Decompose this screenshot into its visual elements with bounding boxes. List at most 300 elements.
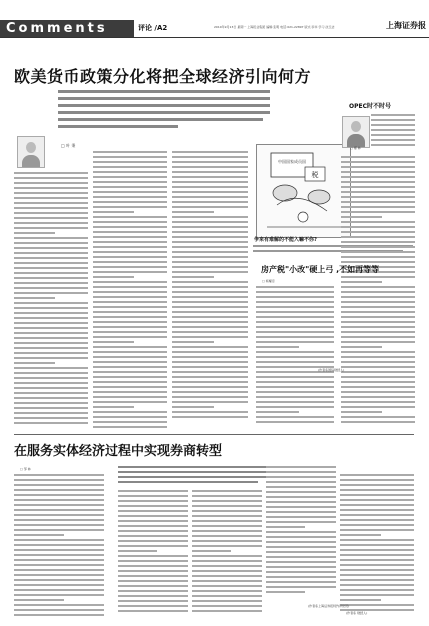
bottom-column-1 — [14, 474, 104, 619]
text-line — [172, 361, 248, 363]
text-line — [14, 584, 104, 586]
text-line — [118, 515, 188, 517]
text-line — [172, 186, 248, 188]
text-line — [266, 536, 336, 538]
text-line — [14, 172, 88, 174]
text-line — [192, 570, 262, 572]
text-line — [14, 574, 104, 576]
text-line — [172, 416, 248, 418]
text-line — [14, 332, 88, 334]
section-divider — [14, 434, 414, 435]
text-line — [340, 594, 414, 596]
text-line — [341, 191, 415, 193]
text-line — [14, 499, 104, 501]
text-line — [341, 291, 415, 293]
text-line — [192, 510, 262, 512]
text-line — [93, 361, 167, 363]
text-line — [93, 226, 167, 228]
text-line — [340, 484, 414, 486]
text-line — [93, 231, 167, 233]
text-line — [340, 554, 414, 556]
text-line — [93, 271, 167, 273]
text-line — [93, 281, 167, 283]
text-line — [340, 524, 414, 526]
text-line — [172, 156, 248, 158]
text-line — [192, 580, 262, 582]
lead-headline: 欧美货币政策分化将把全球经济引向何方 — [14, 67, 312, 86]
text-line — [118, 495, 188, 497]
text-line — [340, 549, 414, 551]
text-line — [192, 585, 262, 587]
text-line — [93, 261, 167, 263]
text-line — [93, 371, 167, 373]
text-line — [192, 595, 262, 597]
text-line — [93, 346, 167, 348]
text-line — [340, 509, 414, 511]
text-line — [192, 505, 262, 507]
text-line — [256, 306, 334, 308]
text-line — [93, 236, 167, 238]
text-line — [14, 529, 104, 531]
text-line — [93, 221, 167, 223]
text-line — [93, 196, 167, 198]
text-line — [14, 524, 104, 526]
text-line — [172, 286, 248, 288]
text-line — [93, 296, 167, 298]
text-line — [192, 495, 262, 497]
text-line — [172, 281, 248, 283]
text-line — [14, 579, 104, 581]
text-line — [371, 124, 415, 126]
text-line — [118, 545, 188, 547]
text-line — [172, 336, 248, 338]
text-line — [172, 296, 248, 298]
text-line — [14, 604, 104, 606]
text-line — [14, 292, 88, 294]
text-line — [256, 411, 299, 413]
text-line — [192, 525, 262, 527]
text-line — [172, 311, 248, 313]
text-line — [266, 466, 336, 468]
text-line — [172, 231, 248, 233]
text-line — [341, 371, 415, 373]
text-line — [256, 356, 334, 358]
text-line — [172, 246, 248, 248]
text-line — [341, 321, 415, 323]
text-line — [14, 514, 104, 516]
text-line — [192, 490, 262, 492]
text-line — [14, 262, 88, 264]
text-line — [341, 241, 415, 243]
text-line — [118, 610, 188, 612]
text-line — [14, 589, 104, 591]
text-line — [256, 361, 334, 363]
text-line — [172, 251, 248, 253]
text-line — [192, 605, 262, 607]
text-line — [14, 277, 88, 279]
text-line — [341, 331, 415, 333]
text-line — [14, 202, 88, 204]
text-line — [14, 519, 104, 521]
text-line — [93, 321, 167, 323]
text-line — [93, 266, 167, 268]
text-line — [341, 216, 382, 218]
text-line — [172, 411, 248, 413]
text-line — [14, 182, 88, 184]
text-line — [256, 406, 334, 408]
text-line — [341, 336, 415, 338]
text-line — [340, 479, 414, 481]
text-line — [14, 569, 104, 571]
lead-column-2 — [93, 151, 167, 431]
text-line — [341, 341, 415, 343]
text-line — [14, 222, 88, 224]
text-line — [266, 586, 336, 588]
bottom-author: □ 邹 林 — [20, 467, 31, 471]
text-line — [341, 161, 415, 163]
text-line — [340, 599, 381, 601]
text-line — [14, 232, 55, 234]
text-line — [93, 406, 134, 408]
text-line — [93, 316, 167, 318]
text-line — [172, 406, 214, 408]
text-line — [14, 197, 88, 199]
text-line — [341, 211, 415, 213]
text-line — [14, 387, 88, 389]
text-line — [172, 166, 248, 168]
text-line — [341, 406, 415, 408]
text-line — [256, 391, 334, 393]
text-line — [93, 421, 167, 423]
text-line — [340, 514, 414, 516]
text-line — [256, 336, 334, 338]
text-line — [266, 541, 336, 543]
text-line — [93, 326, 167, 328]
bottom-endnote-2: (作者系 财经人) — [346, 611, 368, 615]
text-line — [118, 565, 188, 567]
text-line — [266, 471, 336, 473]
text-line — [93, 156, 167, 158]
text-line — [172, 326, 248, 328]
text-line — [14, 227, 88, 229]
text-line — [341, 421, 415, 423]
text-line — [256, 326, 334, 328]
text-line — [341, 316, 415, 318]
text-line — [341, 306, 415, 308]
sidebar-title: OPEC时不时号 — [349, 103, 392, 110]
text-line — [93, 311, 167, 313]
text-line — [371, 129, 415, 131]
text-line — [14, 402, 88, 404]
text-line — [172, 331, 248, 333]
text-line — [192, 520, 262, 522]
text-line — [340, 574, 414, 576]
cartoon-drawing — [257, 145, 350, 237]
text-line — [192, 565, 262, 567]
text-line — [341, 236, 415, 238]
text-line — [14, 549, 104, 551]
text-line — [266, 491, 336, 493]
text-line — [118, 505, 188, 507]
text-line — [371, 134, 415, 136]
text-line — [341, 181, 415, 183]
text-line — [14, 252, 88, 254]
text-line — [172, 216, 248, 218]
text-line — [93, 386, 167, 388]
text-line — [340, 534, 381, 536]
text-line — [340, 539, 414, 541]
cartoon-caption: 争来有难解的不能入嘛不你? — [254, 237, 317, 243]
text-line — [14, 594, 104, 596]
text-line — [172, 236, 248, 238]
text-line — [172, 381, 248, 383]
text-line — [192, 500, 262, 502]
text-line — [93, 211, 134, 213]
text-line — [14, 337, 88, 339]
text-line — [93, 166, 167, 168]
text-line — [341, 176, 415, 178]
text-line — [172, 346, 248, 348]
text-line — [256, 376, 334, 378]
text-line — [93, 186, 167, 188]
text-line — [172, 241, 248, 243]
text-line — [14, 362, 55, 364]
text-line — [118, 575, 188, 577]
text-line — [340, 584, 414, 586]
text-line — [14, 212, 88, 214]
text-line — [341, 391, 415, 393]
text-line — [14, 247, 88, 249]
text-line — [256, 296, 334, 298]
text-line — [93, 426, 167, 428]
text-line — [14, 397, 88, 399]
text-line — [118, 525, 188, 527]
text-line — [93, 176, 167, 178]
text-line — [340, 489, 414, 491]
text-line — [172, 261, 248, 263]
text-line — [14, 317, 88, 319]
text-line — [93, 246, 167, 248]
text-line — [341, 311, 415, 313]
text-line — [93, 331, 167, 333]
text-line — [172, 351, 248, 353]
text-line — [341, 186, 415, 188]
text-line — [14, 504, 104, 506]
text-line — [172, 181, 248, 183]
text-line — [340, 559, 414, 561]
text-line — [93, 396, 167, 398]
text-line — [256, 316, 334, 318]
text-line — [192, 545, 262, 547]
text-line — [341, 286, 415, 288]
text-line — [341, 416, 415, 418]
editorial-cartoon — [256, 144, 351, 238]
text-line — [266, 531, 336, 533]
text-line — [172, 191, 248, 193]
text-line — [341, 221, 415, 223]
text-line — [266, 561, 336, 563]
text-line — [172, 171, 248, 173]
text-line — [14, 417, 88, 419]
text-line — [340, 519, 414, 521]
text-line — [192, 540, 262, 542]
text-line — [93, 201, 167, 203]
text-line — [118, 500, 188, 502]
text-line — [14, 407, 88, 409]
text-line — [118, 605, 188, 607]
text-line — [341, 246, 415, 248]
text-line — [341, 411, 382, 413]
text-line — [14, 322, 88, 324]
text-line — [341, 296, 415, 298]
text-line — [14, 564, 104, 566]
text-line — [172, 256, 248, 258]
text-line — [93, 181, 167, 183]
text-line — [256, 291, 334, 293]
lead-author: □ 叶 秉 — [61, 143, 76, 148]
text-line — [118, 535, 188, 537]
text-line — [14, 377, 88, 379]
text-line — [14, 302, 88, 304]
page-header — [0, 0, 429, 40]
text-line — [341, 396, 415, 398]
text-line — [93, 376, 167, 378]
text-line — [172, 266, 248, 268]
text-line — [172, 401, 248, 403]
text-line — [371, 114, 415, 116]
text-line — [14, 272, 88, 274]
text-line — [93, 251, 167, 253]
masthead-logo: 上海证券报 — [386, 20, 426, 30]
text-line — [172, 226, 248, 228]
text-line — [256, 286, 334, 288]
text-line — [340, 579, 414, 581]
text-line — [256, 401, 334, 403]
text-line — [266, 486, 336, 488]
text-line — [172, 386, 248, 388]
text-line — [341, 276, 415, 278]
text-line — [340, 604, 414, 606]
text-line — [256, 351, 334, 353]
text-line — [14, 297, 55, 299]
text-line — [118, 585, 188, 587]
text-line — [118, 560, 188, 562]
text-line — [341, 171, 415, 173]
bottom-endnote-1: (作者系上海证券报特约评论员) — [308, 604, 350, 608]
text-line — [266, 576, 336, 578]
text-line — [93, 286, 167, 288]
text-line — [118, 555, 188, 557]
text-line — [14, 544, 104, 546]
text-line — [172, 376, 248, 378]
text-line — [192, 600, 262, 602]
text-line — [192, 530, 262, 532]
text-line — [340, 564, 414, 566]
text-line — [14, 287, 88, 289]
text-line — [341, 256, 415, 258]
property-tax-author: □ 杨耀章 — [262, 279, 275, 283]
text-line — [341, 156, 415, 158]
text-line — [93, 171, 167, 173]
text-line — [14, 614, 104, 616]
text-line — [172, 301, 248, 303]
text-line — [341, 206, 415, 208]
text-line — [172, 211, 214, 213]
text-line — [172, 201, 248, 203]
text-line — [256, 421, 334, 423]
date-info: 2010年9月13日 星期一 上海报业集团 编辑:张明 电话:021-22897 版式:李华 学习:沈玉洁 — [214, 25, 335, 29]
text-line — [118, 595, 188, 597]
text-line — [93, 366, 167, 368]
text-line — [118, 510, 188, 512]
text-line — [192, 560, 262, 562]
text-line — [256, 396, 334, 398]
text-line — [172, 371, 248, 373]
text-line — [118, 580, 188, 582]
text-line — [256, 341, 334, 343]
text-line — [341, 231, 415, 233]
text-line — [266, 501, 336, 503]
text-line — [93, 351, 167, 353]
text-line — [14, 187, 88, 189]
text-line — [172, 161, 248, 163]
text-line — [93, 216, 167, 218]
text-line — [118, 590, 188, 592]
bottom-column-3 — [192, 490, 262, 615]
cartoon-stamp-label: 税 — [311, 171, 319, 179]
text-line — [14, 347, 88, 349]
text-line — [14, 242, 88, 244]
text-line — [341, 251, 415, 253]
property-tax-headline: 房产税"小改"硬上弓 ,不如再等等 — [261, 265, 380, 274]
text-line — [192, 550, 231, 552]
text-line — [93, 206, 167, 208]
text-line — [118, 550, 157, 552]
text-line — [266, 566, 336, 568]
text-line — [14, 312, 88, 314]
text-line — [172, 356, 248, 358]
text-line — [14, 539, 104, 541]
text-line — [93, 401, 167, 403]
author-photo — [17, 136, 45, 168]
section-title: Comments — [6, 21, 108, 36]
text-line — [266, 546, 336, 548]
text-line — [340, 529, 414, 531]
text-line — [256, 311, 334, 313]
text-line — [192, 555, 262, 557]
cartoon-note-text: 中国国家成员国 — [278, 159, 306, 164]
text-line — [93, 411, 167, 413]
text-line — [14, 479, 104, 481]
text-line — [14, 352, 88, 354]
text-line — [14, 342, 88, 344]
property-tax-endnote: (作者系国际财经人) — [318, 368, 345, 372]
text-line — [93, 291, 167, 293]
text-line — [14, 307, 88, 309]
text-line — [118, 540, 188, 542]
text-line — [14, 559, 104, 561]
text-line — [14, 484, 104, 486]
text-line — [192, 575, 262, 577]
text-line — [14, 207, 88, 209]
text-line — [172, 396, 248, 398]
text-line — [172, 321, 248, 323]
text-line — [256, 301, 334, 303]
text-line — [14, 177, 88, 179]
text-line — [192, 590, 262, 592]
text-line — [192, 515, 262, 517]
text-line — [256, 346, 299, 348]
